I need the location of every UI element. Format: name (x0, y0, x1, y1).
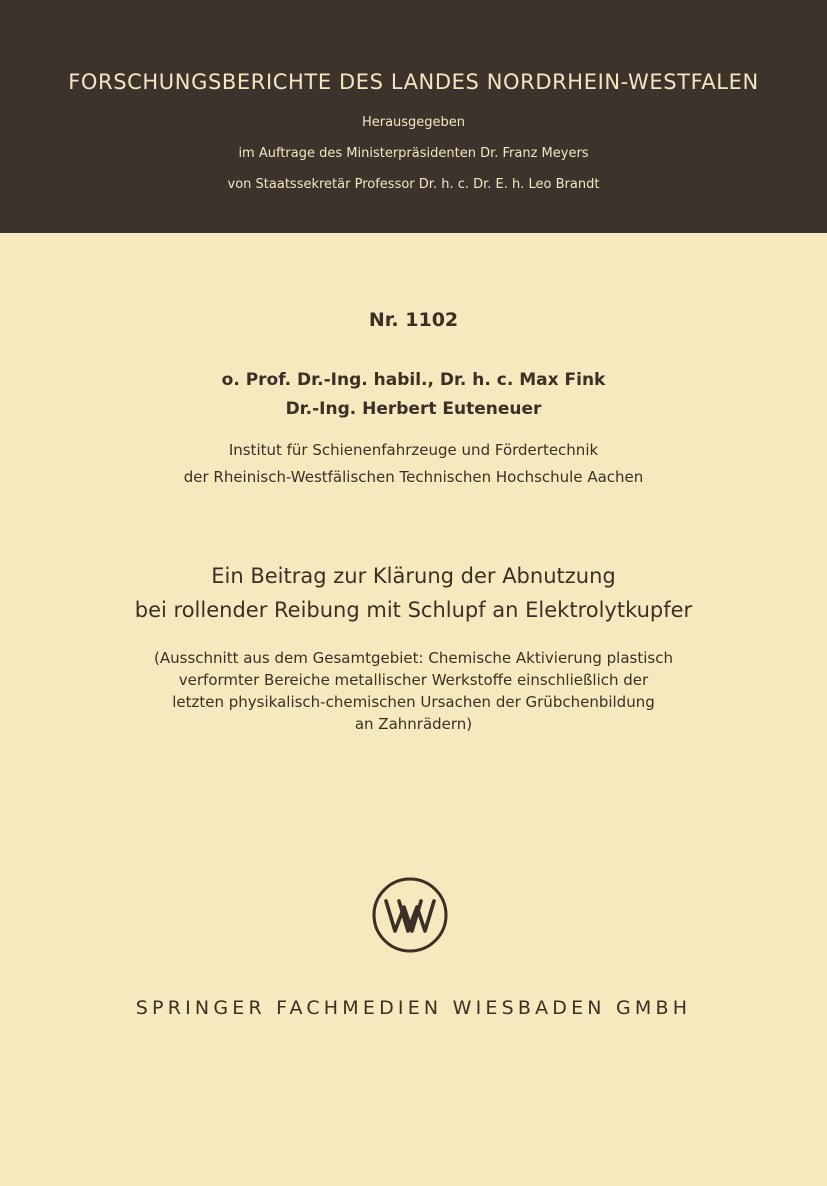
editor-line-editor: von Staatssekretär Professor Dr. h. c. Dr. E. h. Leo Brandt (227, 177, 600, 192)
author-line: o. Prof. Dr.-Ing. habil., Dr. h. c. Max Fink (221, 370, 606, 390)
subtitle-line: verformter Bereiche metallischer Werkstoffe einschließlich der (178, 671, 649, 689)
ww-publisher-logo-icon (371, 876, 449, 954)
book-title-line: bei rollender Reibung mit Schlupf an Elektrolytkupfer (134, 598, 693, 622)
institute-line: Institut für Schienenfahrzeuge und Fördertechnik (228, 441, 599, 459)
publisher-name: SPRINGER FACHMEDIEN WIESBADEN GMBH (135, 997, 692, 1019)
subtitle-line: (Ausschnitt aus dem Gesamtgebiet: Chemische Aktivierung plastisch (154, 649, 673, 667)
editor-line-commission: im Auftrage des Ministerpräsidenten Dr. Franz Meyers (238, 146, 589, 161)
header-band (0, 0, 827, 233)
report-number: Nr. 1102 (368, 309, 459, 331)
subtitle-line: letzten physikalisch-chemischen Ursachen der Grübchenbildung (172, 693, 655, 711)
book-title-line: Ein Beitrag zur Klärung der Abnutzung (211, 564, 616, 588)
editor-line-published: Herausgegeben (361, 115, 466, 130)
author-line: Dr.-Ing. Herbert Euteneuer (285, 399, 542, 419)
institute-line: der Rheinisch-Westfälischen Technischen Hochschule Aachen (183, 468, 644, 486)
subtitle-line: an Zahnrädern) (354, 715, 473, 733)
series-title: FORSCHUNGSBERICHTE DES LANDES NORDRHEIN-WESTFALEN (68, 70, 759, 94)
